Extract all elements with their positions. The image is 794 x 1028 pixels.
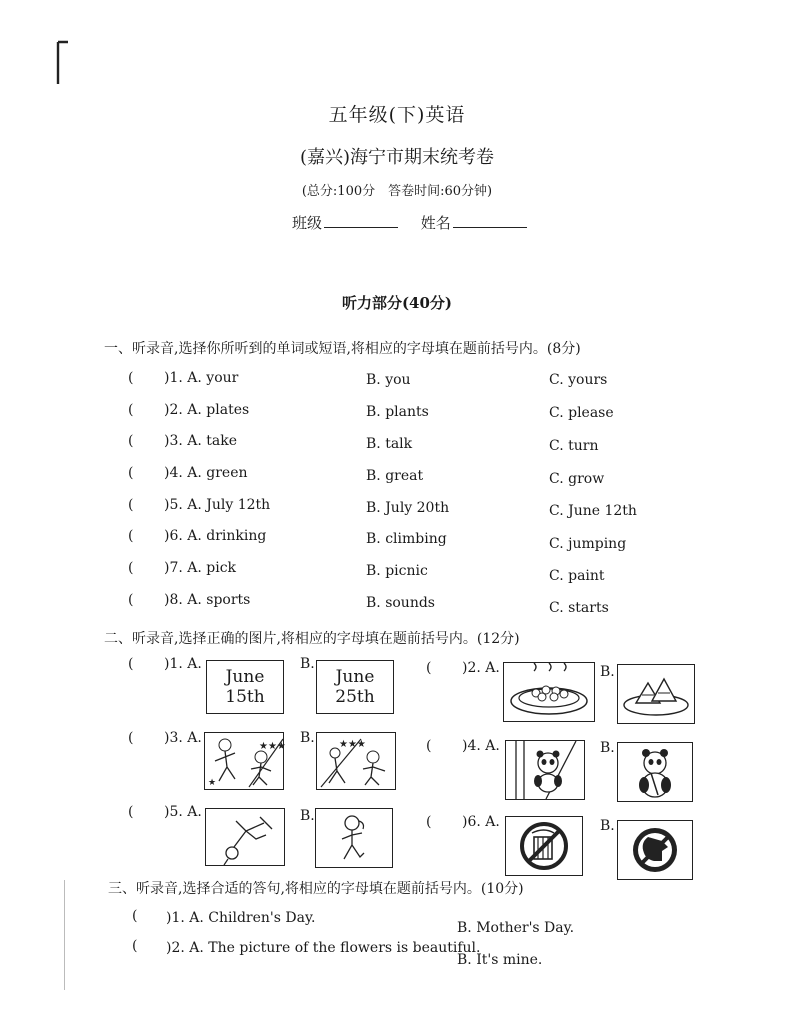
margin-line xyxy=(64,880,65,990)
part3-instruction: 三、听录音,选择合适的答句,将相应的字母填在题前括号内。(10分) xyxy=(108,881,524,897)
q6-label-a: )6. A. xyxy=(462,814,500,830)
q3-label-b: B. xyxy=(300,730,315,746)
question-option-c: C. starts xyxy=(549,600,609,616)
question-option-c: C. yours xyxy=(549,372,608,388)
answer-paren[interactable]: ( xyxy=(128,402,134,418)
name-field[interactable] xyxy=(453,213,527,228)
answer-paren[interactable]: ( xyxy=(132,938,138,954)
question-option-a: )7. A. pick xyxy=(164,560,237,576)
part1-instruction: 一、听录音,选择你所听到的单词或短语,将相应的字母填在题前括号内。(8分) xyxy=(104,341,581,357)
q3-label-a: )3. A. xyxy=(164,730,202,746)
question-option-b: B. July 20th xyxy=(366,500,450,516)
question-option-a: )8. A. sports xyxy=(164,592,251,608)
date-month: June xyxy=(335,667,375,687)
no-shouting-icon xyxy=(618,821,692,879)
answer-paren[interactable]: ( xyxy=(128,730,134,746)
question-option-c: C. paint xyxy=(549,568,605,584)
question-option-a: )5. A. July 12th xyxy=(164,497,271,513)
answer-paren[interactable]: ( xyxy=(128,592,134,608)
question-option-b: B. talk xyxy=(366,436,413,452)
panda-eating-icon xyxy=(618,743,692,801)
page-subtitle: (嘉兴)海宁市期末统考卷 xyxy=(299,147,495,168)
question-option-a: )3. A. take xyxy=(164,433,238,449)
answer-paren[interactable]: ( xyxy=(128,370,134,386)
q6-label-b: B. xyxy=(600,818,615,834)
answer-paren[interactable]: ( xyxy=(128,528,134,544)
question-option-b: B. sounds xyxy=(366,595,435,611)
part3-option-b: B. It's mine. xyxy=(457,952,543,968)
no-drinks-sign-picture[interactable] xyxy=(505,816,583,876)
girl-running-icon xyxy=(316,809,392,867)
student-fields xyxy=(292,212,545,233)
question-option-b: B. picnic xyxy=(366,563,428,579)
answer-paren[interactable]: ( xyxy=(426,814,432,830)
question-option-a: )1. A. your xyxy=(164,370,239,386)
kid-sliding-picture[interactable] xyxy=(205,808,285,866)
panda-climbing-picture[interactable] xyxy=(505,740,585,800)
kid-running-picture[interactable] xyxy=(315,808,393,868)
class-field[interactable] xyxy=(324,213,398,228)
date-day: 15th xyxy=(225,687,265,707)
answer-paren[interactable]: ( xyxy=(128,804,134,820)
corner-mark xyxy=(56,40,70,86)
question-option-a: )6. A. drinking xyxy=(164,528,267,544)
svg-text:★★★: ★★★ xyxy=(339,739,366,750)
question-option-b: B. plants xyxy=(366,404,429,420)
page-title: 五年级(下)英语 xyxy=(328,104,466,126)
children-playing-icon xyxy=(205,733,286,789)
date-day: 25th xyxy=(335,687,375,707)
q2-label-a: )2. A. xyxy=(462,660,500,676)
question-option-b: B. you xyxy=(366,372,411,388)
question-option-c: C. grow xyxy=(549,471,605,487)
exam-info: (总分:100分 答卷时间:60分钟) xyxy=(301,184,493,199)
question-option-c: C. please xyxy=(549,405,614,421)
children-playing-icon xyxy=(317,733,395,789)
q2-label-b: B. xyxy=(600,664,615,680)
dumpling-plate-icon xyxy=(504,663,594,721)
q4-label-a: )4. A. xyxy=(462,738,500,754)
question-option-b: B. climbing xyxy=(366,531,447,547)
answer-paren[interactable]: ( xyxy=(128,433,134,449)
answer-paren[interactable]: ( xyxy=(128,497,134,513)
part3-option-a: )1. A. Children's Day. xyxy=(166,910,316,926)
answer-paren[interactable]: ( xyxy=(128,560,134,576)
question-option-c: C. June 12th xyxy=(549,503,637,519)
zongzi-icon xyxy=(618,665,694,723)
no-noise-sign-picture[interactable] xyxy=(617,820,693,880)
class-label: 班级 xyxy=(292,214,323,232)
q5-label-a: )5. A. xyxy=(164,804,202,820)
part3-option-a: )2. A. The picture of the flowers is beautiful. xyxy=(166,940,481,956)
answer-paren[interactable]: ( xyxy=(128,656,134,672)
food-plate-picture[interactable] xyxy=(503,662,595,722)
children-picture-b[interactable] xyxy=(316,732,396,790)
svg-text:★: ★ xyxy=(208,778,217,788)
q1-label-a: )1. A. xyxy=(164,656,202,672)
kid-climbing-icon xyxy=(206,809,284,865)
answer-paren[interactable]: ( xyxy=(426,738,432,754)
children-picture-a[interactable] xyxy=(204,732,284,790)
part2-instruction: 二、听录音,选择正确的图片,将相应的字母填在题前括号内。(12分) xyxy=(104,631,520,647)
date-card-b[interactable] xyxy=(316,660,394,714)
question-option-a: )2. A. plates xyxy=(164,402,250,418)
part3-option-b: B. Mother's Day. xyxy=(457,920,575,936)
q1-label-b: B. xyxy=(300,656,315,672)
name-label: 姓名 xyxy=(420,214,451,232)
answer-paren[interactable]: ( xyxy=(426,660,432,676)
q4-label-b: B. xyxy=(600,740,615,756)
no-drinking-icon xyxy=(506,817,582,875)
question-option-b: B. great xyxy=(366,468,424,484)
question-option-c: C. jumping xyxy=(549,536,627,552)
svg-text:★★★: ★★★ xyxy=(259,741,286,752)
question-option-c: C. turn xyxy=(549,438,599,454)
panda-tree-icon xyxy=(506,741,584,799)
date-month: June xyxy=(225,667,265,687)
answer-paren[interactable]: ( xyxy=(132,908,138,924)
date-card-a[interactable] xyxy=(206,660,284,714)
section-title: 听力部分(40分) xyxy=(341,294,453,312)
question-option-a: )4. A. green xyxy=(164,465,248,481)
q5-label-b: B. xyxy=(300,808,315,824)
panda-eating-picture[interactable] xyxy=(617,742,693,802)
answer-paren[interactable]: ( xyxy=(128,465,134,481)
zongzi-picture[interactable] xyxy=(617,664,695,724)
